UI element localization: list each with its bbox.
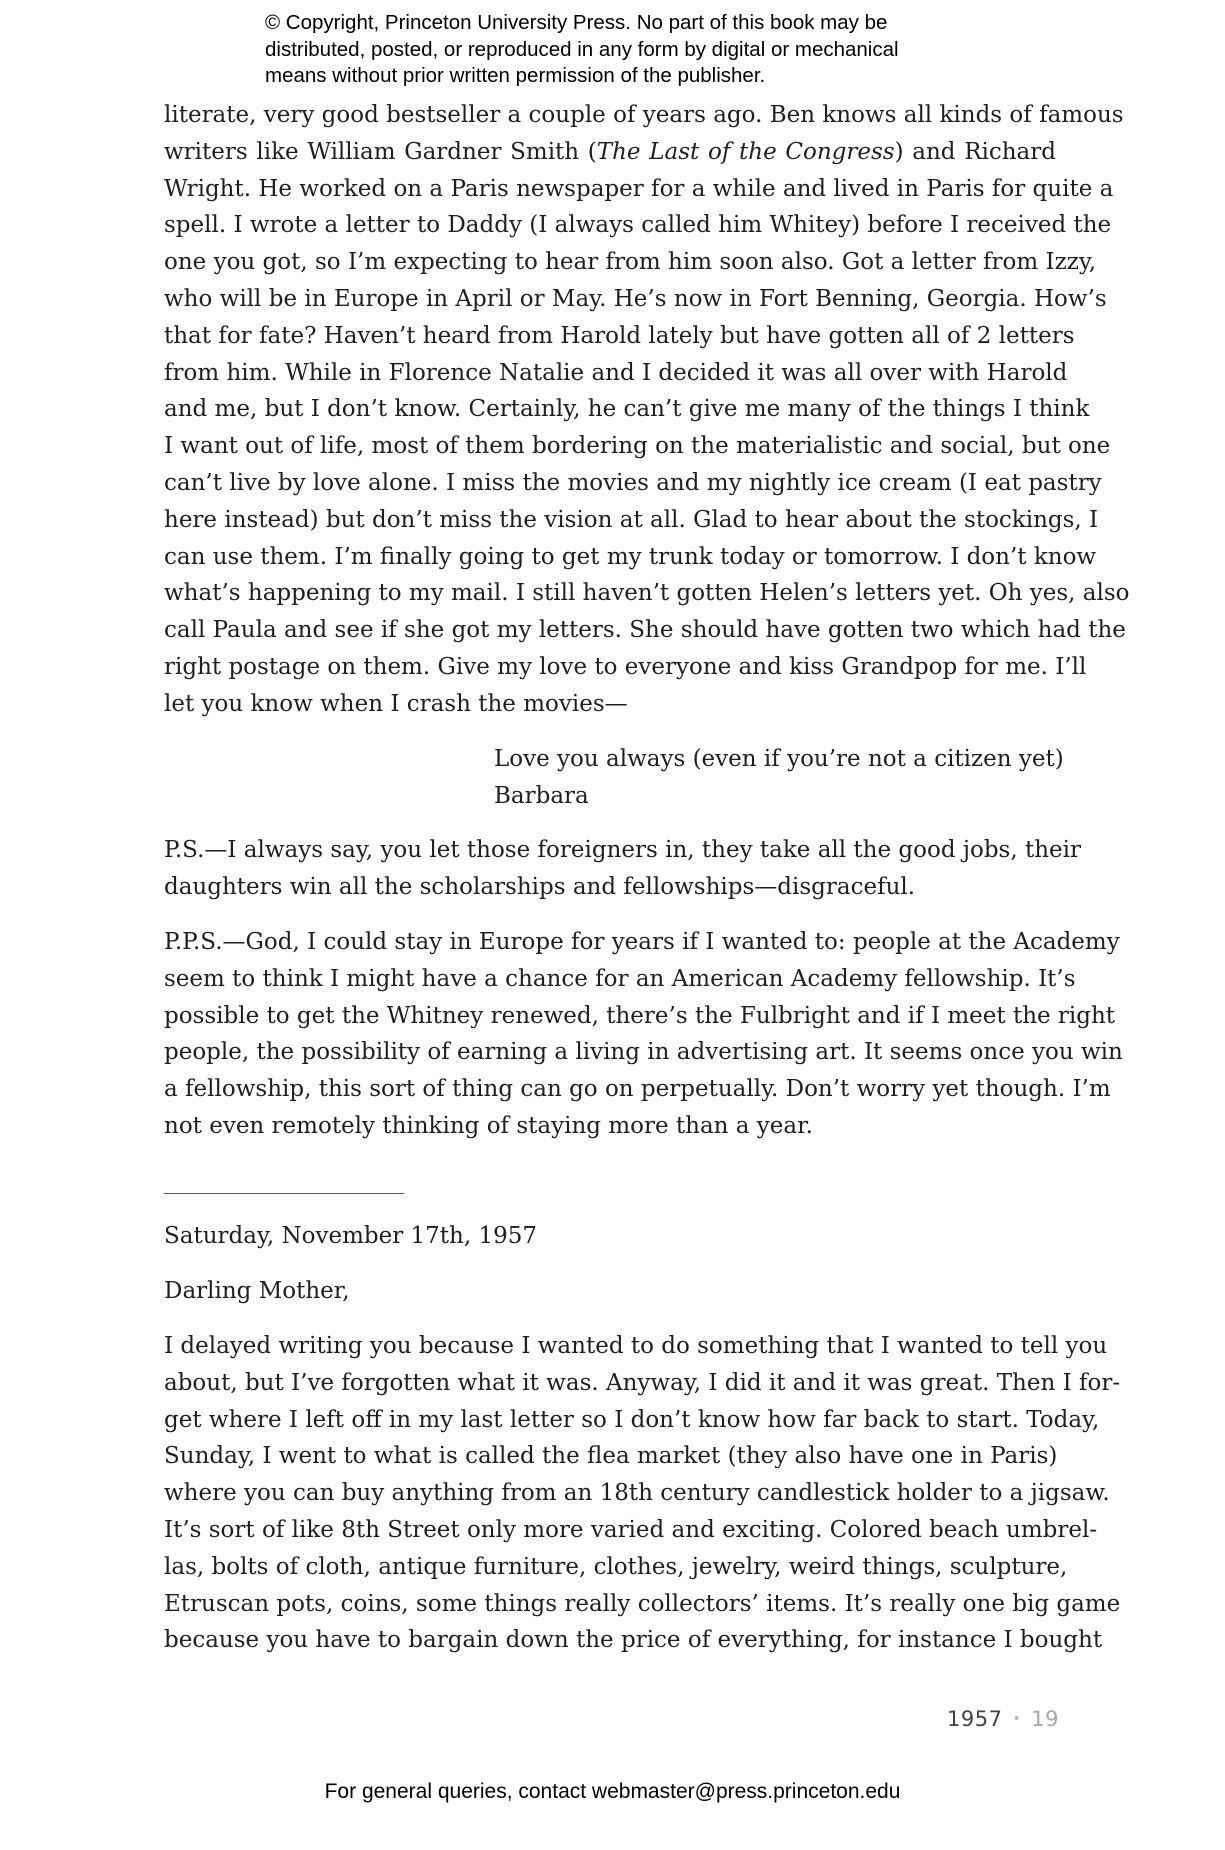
- body-line: I delayed writing you because I wanted to do something that I wanted to tell you: [164, 1333, 1108, 1359]
- body-line: can use them. I’m finally going to get my trunk today or tomorrow. I don’t know: [164, 543, 1097, 570]
- body-line: can’t live by love alone. I miss the movies and my nightly ice cream (I eat pastry: [164, 469, 1102, 496]
- body-line: It’s sort of like 8th Street only more varied and exciting. Colored beach umbrel-: [164, 1516, 1098, 1543]
- copyright-line: means without prior written permission of the publisher.: [265, 64, 766, 87]
- footer-contact: For general queries, contact webmaster@press.princeton.edu: [324, 1780, 901, 1803]
- body-line: call Paula and see if she got my letters. She should have gotten two which had the: [164, 617, 1126, 644]
- salutation: Darling Mother,: [164, 1278, 350, 1304]
- section-divider: [164, 1193, 404, 1194]
- body-line: that for fate? Haven’t heard from Harold lately but have gotten all of 2 letters: [164, 322, 1075, 349]
- page-number: 19: [1031, 1707, 1059, 1731]
- body-line: here instead) but don’t miss the vision at all. Glad to hear about the stockings, I: [164, 506, 1099, 533]
- ps-line: daughters win all the scholarships and fellowships—disgraceful.: [164, 873, 916, 900]
- body-line: [164, 134, 1056, 171]
- copyright-notice: [265, 10, 1005, 90]
- postscript: [164, 832, 1082, 906]
- ps-line: P.S.—I always say, you let those foreigners in, they take all the good jobs, their: [164, 837, 1082, 863]
- running-head-year: 1957: [947, 1707, 1003, 1731]
- pps-line: possible to get the Whitney renewed, there’s the Fulbright and if I meet the right: [164, 1002, 1116, 1029]
- body-line: where you can buy anything from an 18th century candlestick holder to a jigsaw.: [164, 1480, 1110, 1507]
- folio-separator: •: [1012, 1711, 1022, 1727]
- page-folio: [947, 1707, 1059, 1731]
- body-text: ) and Richard: [894, 138, 1056, 165]
- body-line: because you have to bargain down the price of everything, for instance I bought: [164, 1627, 1103, 1654]
- body-line: get where I left off in my last letter so I don’t know how far back to start. Today,: [164, 1406, 1100, 1433]
- closing: Love you always (even if you’re not a citizen yet): [494, 746, 1064, 772]
- letter-date: Saturday, November 17th, 1957: [164, 1223, 538, 1249]
- body-line: I want out of life, most of them bordering on the materialistic and social, but one: [164, 433, 1111, 460]
- signature-block: [494, 741, 1064, 815]
- body-line: spell. I wrote a letter to Daddy (I always called him Whitey) before I received the: [164, 212, 1112, 239]
- book-title: The Last of the Congress: [596, 138, 895, 165]
- body-line: right postage on them. Give my love to everyone and kiss Grandpop for me. I’ll: [164, 653, 1087, 680]
- pps-line: seem to think I might have a chance for an American Academy fellowship. It’s: [164, 965, 1076, 992]
- letter2-salutation: [164, 1273, 1056, 1310]
- body-line: Etruscan pots, coins, some things really collectors’ items. It’s really one big game: [164, 1590, 1121, 1617]
- body-line: las, bolts of cloth, antique furniture, clothes, jewelry, weird things, sculpture,: [164, 1553, 1068, 1580]
- copyright-line: © Copyright, Princeton University Press. No part of this book may be: [265, 11, 888, 34]
- pps-line: people, the possibility of earning a living in advertising art. It seems once you win: [164, 1039, 1123, 1066]
- body-line: let you know when I crash the movies—: [164, 690, 628, 717]
- body-line: and me, but I don’t know. Certainly, he can’t give me many of the things I think: [164, 396, 1090, 423]
- letter2-body: [164, 1328, 1121, 1659]
- post-postscript: [164, 924, 1123, 1145]
- body-line: who will be in Europe in April or May. He’s now in Fort Benning, Georgia. How’s: [164, 285, 1107, 312]
- copyright-line: distributed, posted, or reproduced in any form by digital or mechanical: [265, 37, 899, 61]
- body-line: from him. While in Florence Natalie and I decided it was all over with Harold: [164, 359, 1068, 386]
- body-text: writers like William Gardner Smith (: [164, 138, 597, 165]
- letter2-date: [164, 1218, 1056, 1255]
- body-line: literate, very good bestseller a couple of years ago. Ben knows all kinds of famous: [164, 102, 1124, 128]
- pps-line: a fellowship, this sort of thing can go on perpetually. Don’t worry yet though. I’m: [164, 1076, 1111, 1103]
- pps-line: not even remotely thinking of staying more than a year.: [164, 1112, 813, 1139]
- signature-name: Barbara: [494, 782, 589, 809]
- letter1-body: [164, 97, 1130, 723]
- body-line: what’s happening to my mail. I still haven’t gotten Helen’s letters yet. Oh yes, also: [164, 580, 1130, 607]
- body-line: about, but I’ve forgotten what it was. Anyway, I did it and it was great. Then I for-: [164, 1369, 1121, 1396]
- body-line: Sunday, I went to what is called the flea market (they also have one in Paris): [164, 1443, 1058, 1470]
- body-line: one you got, so I’m expecting to hear from him soon also. Got a letter from Izzy,: [164, 249, 1097, 276]
- body-line: Wright. He worked on a Paris newspaper for a while and lived in Paris for quite a: [164, 175, 1114, 202]
- pps-line: P.P.S.—God, I could stay in Europe for years if I wanted to: people at the Academy: [164, 929, 1120, 955]
